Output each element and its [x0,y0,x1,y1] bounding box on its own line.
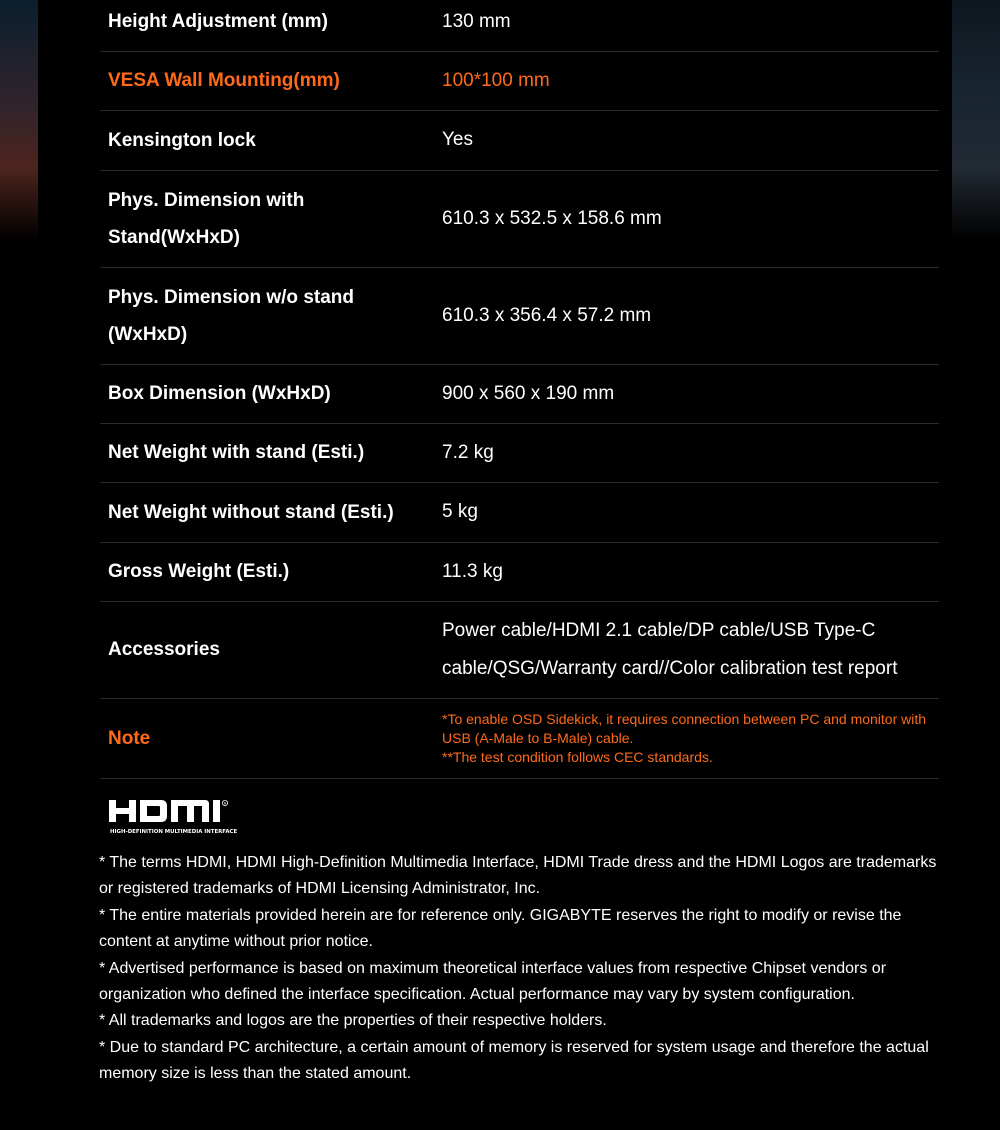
spec-value: 100*100 mm [442,69,550,91]
spec-row-vesa [100,51,939,110]
right-edge-glow [952,0,1000,240]
note-label: Note [108,727,151,749]
spec-row-dimension-without-stand [100,267,939,364]
spec-row-net-weight-with-stand [100,423,939,482]
hdmi-logo [109,800,249,836]
spec-row-box-dimension [100,364,939,423]
spec-label: VESA Wall Mounting(mm) [108,70,340,91]
disclaimer-item: * Due to standard PC architecture, a certain amount of memory is reserved for system usage and therefore the actual memory size is less than the stated amount. [99,1038,929,1083]
spec-value: 5 kg [442,501,478,522]
spec-label: Gross Weight (Esti.) [108,561,290,582]
spec-value: 11.3 kg [442,560,503,582]
spec-value: 900 x 560 x 190 mm [442,382,615,404]
disclaimer-item: * The entire materials provided herein are for reference only. GIGABYTE reserves the right to modify or revise the content at anytime without prior notice. [99,906,902,951]
left-edge-glow [0,0,38,240]
spec-value: 610.3 x 532.5 x 158.6 mm [442,207,662,229]
disclaimer-item: * All trademarks and logos are the properties of their respective holders. [99,1012,607,1030]
spec-label: Kensington lock [108,129,256,151]
disclaimers [99,850,939,1088]
spec-value: 7.2 kg [442,441,494,463]
spec-row-note [100,698,939,778]
hdmi-tagline: HIGH-DEFINITION MULTIMEDIA INTERFACE [110,829,238,835]
disclaimer-item: * The terms HDMI, HDMI High-Definition Multimedia Interface, HDMI Trade dress and the HDMI Logos are trademarks or registered trademarks of HDMI Licensing Administrator, Inc. [99,854,937,898]
spec-row-kensington [100,110,939,170]
spec-label: Height Adjustment (mm) [108,11,328,32]
spec-table [100,0,939,779]
spec-row-accessories [100,601,939,698]
spec-row-dimension-with-stand [100,170,939,267]
spec-value: 610.3 x 356.4 x 57.2 mm [442,304,652,326]
spec-label: Phys. Dimension w/o stand (WxHxD) [108,286,354,345]
spec-label: Net Weight without stand (Esti.) [108,501,394,523]
note-line: *To enable OSD Sidekick, it requires connection between PC and monitor with USB (A-Male to B-Male) cable. [442,710,927,746]
spec-value: Yes [442,129,473,150]
spec-label: Accessories [108,639,220,660]
spec-label: Phys. Dimension with Stand(WxHxD) [108,189,305,248]
spec-label: Box Dimension (WxHxD) [108,383,331,404]
note-line: **The test condition follows CEC standards. [442,748,713,765]
disclaimer-item: * Advertised performance is based on maximum theoretical interface values from respective Chipset vendors or organization who defined the interface specification. Actual performance may vary by system configuration. [99,959,887,1004]
note-text [435,698,939,778]
spec-value: Power cable/HDMI 2.1 cable/DP cable/USB Type-C cable/QSG/Warranty card//Color calibration test report [442,619,898,679]
svg-text:R: R [223,801,227,806]
spec-row-gross-weight [100,542,939,601]
spec-row-height-adjustment [100,0,939,51]
spec-value: 130 mm [442,11,511,32]
spec-row-net-weight-without-stand [100,482,939,542]
spec-label: Net Weight with stand (Esti.) [108,442,365,463]
